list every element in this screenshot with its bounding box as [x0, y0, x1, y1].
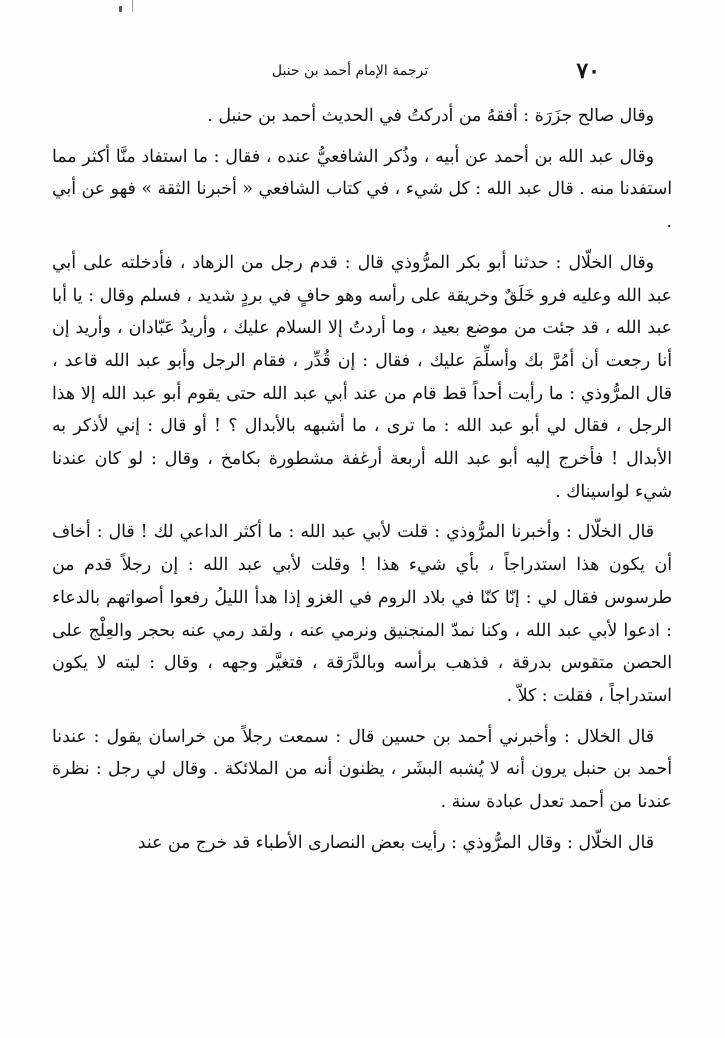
paragraph: [52, 247, 672, 509]
paragraph: [52, 516, 672, 712]
scan-speck: [119, 6, 122, 12]
paragraph: [52, 721, 672, 819]
running-title: ترجمة الإمام أحمد بن حنبل: [271, 63, 429, 79]
scan-speck: [132, 0, 133, 12]
paragraph-text: وقال الخلّال : حدثنا أبو بكر المرُّوذي قال : قدم رجل من الزهاد ، فأدخلته على أبي عبد الله وعليه فرو خَلَقٌ وخريقة على رأسه وهو حافٍ في بردٍ شديد ، فسلم وقال : يا أبا عبد الله ، قد جئت من موضع بعيد ، وما أردتُ إلا السلام عليك ، وأريدُ عَبّادان ، وأريد إن أنا رجعت أن أمُرَّ بك وأسلِّمَ عليك ، فقال : إن قُدِّر ، فقام الرجل وأبو عبد الله قاعد ، قال المرُّوذي : ما رأيت أحداً قط قام من عند أبي عبد الله حتى يقوم أبو عبد الله إلا هذا الرجل ، فقال لي أبو عبد الله : ما ترى ، ما أشبهه بالأبدال ؟ ! أو قال : إني لأذكر به الأبدال ! فأخرج إليه أبو عبد الله أربعة أرغفة مشطورة بكامخ ، وقال : لو كان عندنا شيء لواسيناك .: [52, 252, 672, 502]
page-number: ٧٠: [576, 58, 600, 84]
paragraph: [52, 827, 672, 860]
paragraph-text: قال الخلّال : وقال المرُّوذي : رأيت بعض النصارى الأطباء قد خرج من عند: [137, 832, 654, 853]
paragraph-text: قال الخلّال : وأخبرنا المرُّوذي : قلت لأبي عبد الله : ما أكثر الداعي لك ! قال : أخاف أن يكون هذا استدراجاً ، بأي شيء هذا ! وقلت لأبي عبد الله : إن رجلاً قدم من طرسوس فقال لي : إنّا كنّا في بلاد الروم في الغزو إذا هدأ الليلُ رفعوا أصواتهم بالدعاء : ادعوا لأبي عبد الله ، وكنا نمدّ المنجنيق ونرمي عنه ، ولقد رمي عنه بحجر والعِلْج على الحصن متقوس بدرقة ، فذهب برأسه وبالدَّرَقة ، فتغيَّر وجهه ، وقال : ليته لا يكون استدراجاً ، فقلت : كلاّ .: [52, 522, 672, 706]
paragraph-text: قال الخلال : وأخبرني أحمد بن حسين قال : سمعت رجلاً من خراسان يقول : عندنا أحمد بن حنبل يرون أنه لا يُشبه البشَر ، يظنون أنه من الملائكة . وقال لي رجل : نظرة عندنا من أحمد تعدل عبادة سنة .: [52, 726, 672, 813]
paragraph-text: وقال صالح جزَرَة : أفقهُ من أدركتُ في الحديث أحمد بن حنبل .: [207, 106, 654, 126]
paragraph: [52, 100, 672, 133]
body-text: [52, 100, 672, 859]
paragraph-text: وقال عبد الله بن أحمد عن أبيه ، وذُكر الشافعيُّ عنده ، فقال : ما استفاد منَّا أكثر مما استفدنا منه . قال عبد الله : كل شيء ، في كتاب الشافعي « أخبرنا الثقة » فهو عن أبي .: [52, 146, 672, 233]
page-header: [100, 56, 600, 86]
paragraph: [52, 141, 672, 239]
